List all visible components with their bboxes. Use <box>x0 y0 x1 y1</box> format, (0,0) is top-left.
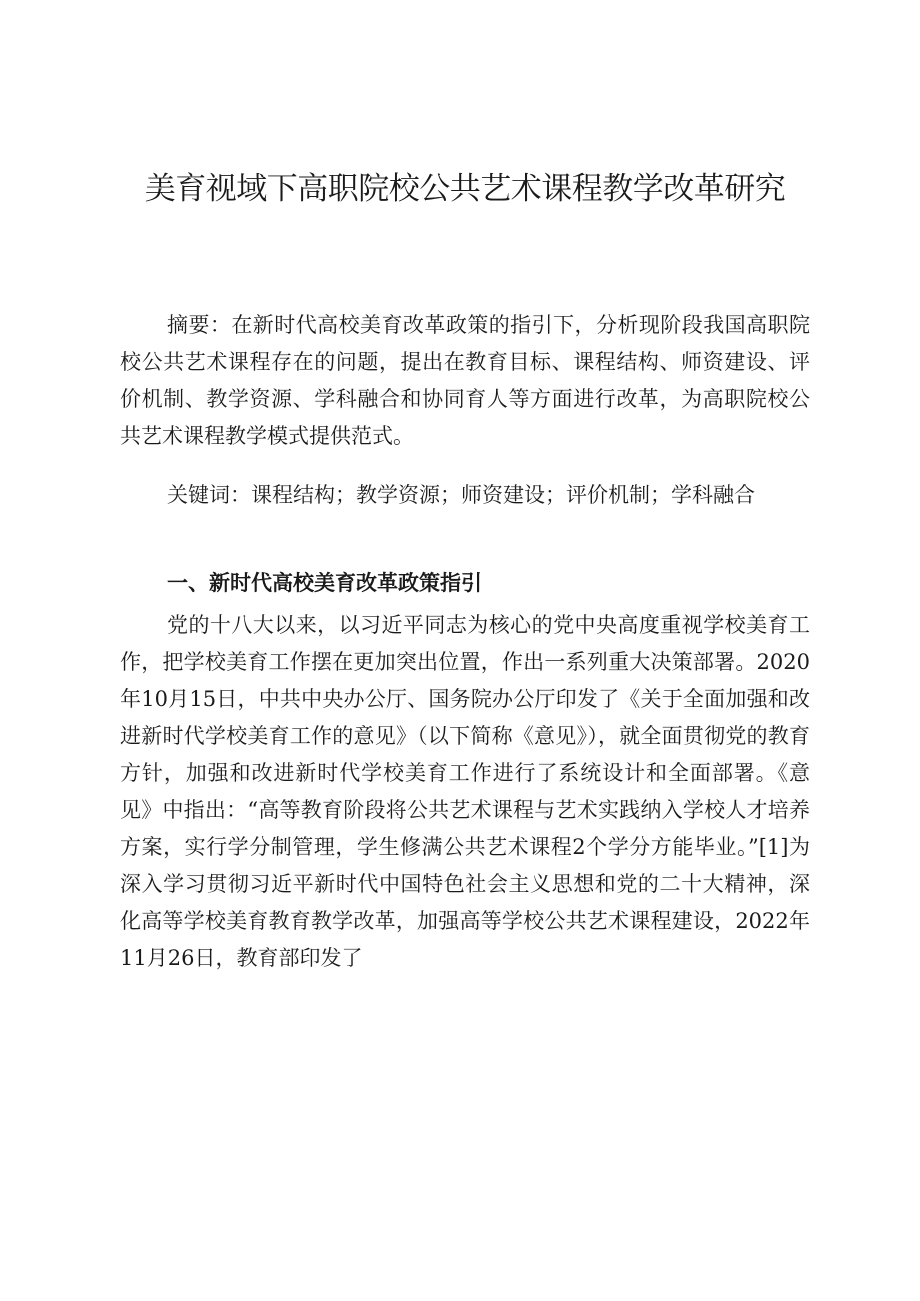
section-heading: 一、新时代高校美育改革政策指引 <box>167 571 482 595</box>
abstract-paragraph: 摘要：在新时代高校美育改革政策的指引下，分析现阶段我国高职院校公共艺术课程存在的问题，提出在教育目标、课程结构、师资建设、评价机制、教学资源、学科融合和协同育人等方面进行改革，为高职院校公共艺术课程教学模式提供范式。 <box>120 313 810 448</box>
body-paragraph: 党的十八大以来，以习近平同志为核心的党中央高度重视学校美育工作，把学校美育工作摆在更加突出位置，作出一系列重大决策部署。2020年10月15日，中共中央办公厅、国务院办公厅印发了《关于全面加强和改进新时代学校美育工作的意见》（以下简称《意见》），就全面贯彻党的教育方针，加强和改进新时代学校美育工作进行了系统设计和全面部署。《意见》中指出：“高等教育阶段将公共艺术课程与艺术实践纳入学校人才培养方案，实行学分制管理，学生修满公共艺术课程2个学分方能毕业。”[1]为深入学习贯彻习近平新时代中国特色社会主义思想和党的二十大精神，深化高等学校美育教育教学改革，加强高等学校公共艺术课程建设，2022年11月26日，教育部印发了 <box>120 613 810 970</box>
paper-title: 美育视域下高职院校公共艺术课程教学改革研究 <box>144 171 786 207</box>
keywords-line: 关键词：课程结构；教学资源；师资建设；评价机制；学科融合 <box>167 483 755 507</box>
